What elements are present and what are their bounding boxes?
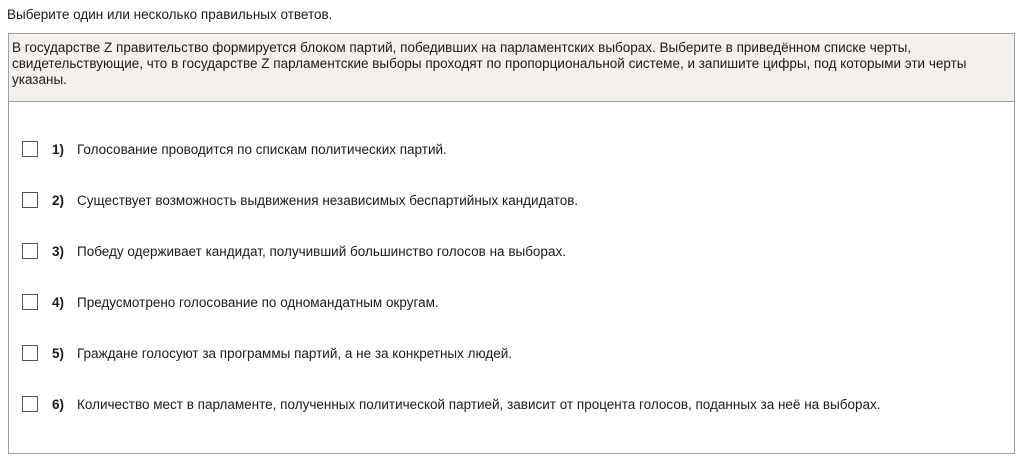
option-4-text: Предусмотрено голосование по одномандатным округам. [77, 294, 439, 310]
option-2-text: Существует возможность выдвижения независимых беспартийных кандидатов. [77, 192, 579, 208]
answer-option-6[interactable] [9, 392, 1009, 416]
task-container [8, 33, 1015, 454]
option-5-number: 5) [52, 345, 65, 361]
option-1-checkbox[interactable] [22, 141, 38, 157]
answer-option-5[interactable] [9, 341, 1009, 365]
option-3-number: 3) [52, 243, 65, 259]
instruction-text: Выберите один или несколько правильных ответов. [7, 7, 333, 22]
option-3-text: Победу одерживает кандидат, получивший большинство голосов на выборах. [77, 243, 566, 259]
option-6-number: 6) [52, 396, 65, 412]
answer-option-2[interactable] [9, 188, 1009, 212]
option-2-checkbox[interactable] [22, 192, 38, 208]
option-4-number: 4) [52, 294, 65, 310]
option-1-number: 1) [52, 141, 65, 157]
answer-option-3[interactable] [9, 239, 1009, 263]
option-6-checkbox[interactable] [22, 396, 38, 412]
answer-option-4[interactable] [9, 290, 1009, 314]
option-5-checkbox[interactable] [22, 345, 38, 361]
option-5-text: Граждане голосуют за программы партий, а не за конкретных людей. [77, 345, 513, 361]
question-text: В государстве Z правительство формируется блоком партий, победивших на парламентских выборах. Выберите в приведённом списке черты, свидетельствующие, что в государстве Z парламентские выборы проходят по пропорциональной системе, и запишите цифры, под которыми эти черты указаны. [9, 34, 1014, 102]
option-4-checkbox[interactable] [22, 294, 38, 310]
option-3-checkbox[interactable] [22, 243, 38, 259]
option-1-text: Голосование проводится по спискам политических партий. [77, 141, 447, 157]
option-6-text: Количество мест в парламенте, полученных политической партией, зависит от процента голосов, поданных за неё на выборах. [77, 396, 881, 412]
answer-option-1[interactable] [9, 137, 1009, 161]
option-2-number: 2) [52, 192, 65, 208]
